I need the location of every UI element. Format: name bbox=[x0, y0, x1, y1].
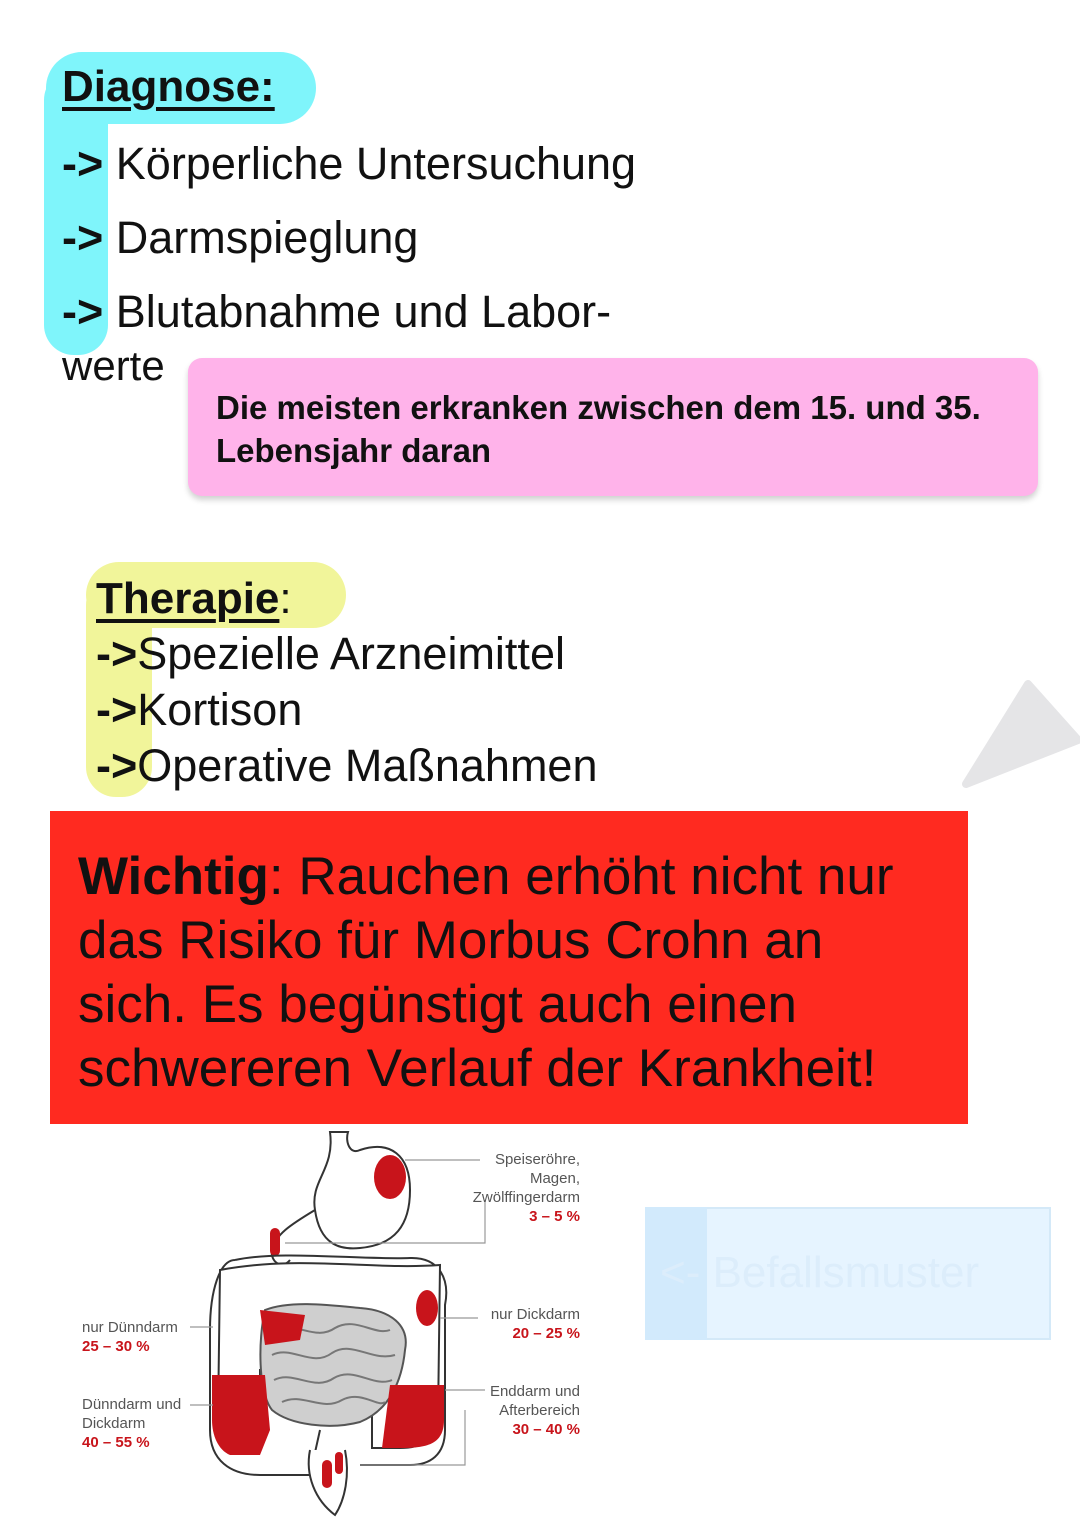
label-both bbox=[82, 1395, 212, 1452]
diagnose-title: Diagnose: bbox=[62, 62, 275, 111]
label-upper-line2: Magen, bbox=[529, 1170, 580, 1187]
rectum-spot bbox=[322, 1460, 332, 1488]
therapie-title bbox=[96, 574, 292, 624]
label-upper bbox=[420, 1150, 580, 1226]
diagnose-item-continuation: werte bbox=[62, 342, 165, 389]
arrow-icon: -> bbox=[62, 212, 104, 263]
label-both-line2: Dickdarm bbox=[82, 1415, 146, 1432]
pointer-shape-icon bbox=[960, 680, 1080, 790]
befallsmuster-label: <- Befallsmuster bbox=[660, 1248, 980, 1297]
warning-box bbox=[50, 811, 968, 1124]
arrow-icon: -> bbox=[62, 286, 104, 337]
therapie-item-label: Spezielle Arzneimittel bbox=[137, 628, 565, 679]
arrow-icon: -> bbox=[96, 740, 138, 791]
label-rectum-line2: Afterbereich bbox=[499, 1402, 580, 1419]
therapie-item bbox=[96, 628, 565, 680]
diagnose-item-label: Darmspieglung bbox=[115, 212, 419, 263]
label-both-pct: 40 – 55 % bbox=[82, 1434, 150, 1451]
therapie-title-part1: Thera bbox=[96, 574, 216, 623]
label-upper-pct: 3 – 5 % bbox=[529, 1208, 580, 1225]
arrow-icon: -> bbox=[96, 628, 138, 679]
arrow-icon: -> bbox=[62, 138, 104, 189]
label-small-only bbox=[82, 1318, 212, 1356]
label-colon-only bbox=[440, 1305, 580, 1343]
affected-area bbox=[260, 1310, 305, 1345]
affected-area bbox=[416, 1290, 438, 1326]
label-colon-only-pct: 20 – 25 % bbox=[512, 1325, 580, 1342]
affected-area bbox=[382, 1385, 444, 1448]
therapie-item-label: Operative Maßnahmen bbox=[137, 740, 598, 791]
label-small-only-line1: nur Dünndarm bbox=[82, 1319, 178, 1336]
label-upper-line1: Speiseröhre, bbox=[494, 1151, 580, 1168]
therapie-item bbox=[96, 740, 597, 792]
label-rectum-pct: 30 – 40 % bbox=[512, 1421, 580, 1438]
warning-text: : Rauchen erhöht nicht nur das Risiko für Morbus Crohn an sich. Es begünstigt auch einen schwereren Verlauf der Krankheit! bbox=[78, 847, 894, 1098]
label-upper-line3: Zwölffingerdarm bbox=[472, 1189, 580, 1206]
stomach-spot bbox=[374, 1155, 406, 1199]
label-small-only-pct: 25 – 30 % bbox=[82, 1338, 150, 1355]
duodenum-spot bbox=[270, 1228, 280, 1256]
therapie-item-label: Kortison bbox=[137, 684, 303, 735]
arrow-icon: -> bbox=[96, 684, 138, 735]
label-rectum bbox=[440, 1382, 580, 1439]
affected-area bbox=[212, 1375, 270, 1455]
therapie-title-part2: pie bbox=[215, 574, 280, 623]
diagnose-item bbox=[62, 286, 611, 338]
diagnose-item-label: Körperliche Untersuchung bbox=[115, 138, 637, 189]
label-colon-only-line1: nur Dickdarm bbox=[490, 1306, 580, 1323]
label-both-line1: Dünndarm und bbox=[82, 1396, 182, 1413]
warning-keyword: Wichtig bbox=[78, 847, 269, 906]
age-note: Die meisten erkranken zwischen dem 15. und 35. Lebensjahr daran bbox=[188, 358, 1038, 496]
diagnose-item bbox=[62, 138, 636, 190]
rectum-spot bbox=[335, 1452, 343, 1474]
therapie-item bbox=[96, 684, 302, 736]
therapie-title-colon: : bbox=[279, 574, 292, 623]
diagnose-item bbox=[62, 212, 418, 264]
label-rectum-line1: Enddarm und bbox=[489, 1383, 580, 1400]
diagnose-item-label: Blutabnahme und Labor- bbox=[115, 286, 612, 337]
